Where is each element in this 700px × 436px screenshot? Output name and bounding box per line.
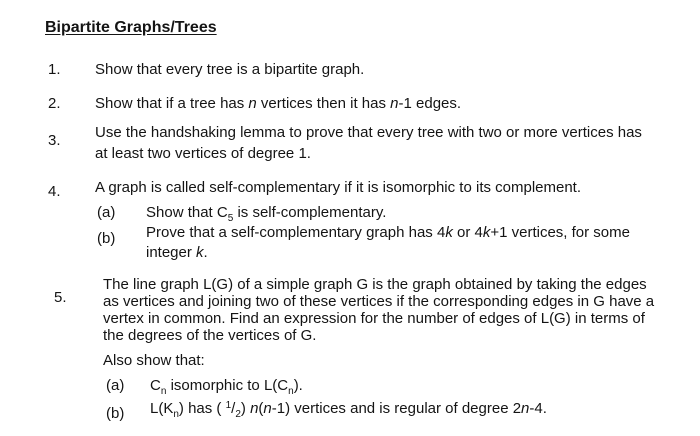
question-4-intro: A graph is called self-complementary if it is isomorphic to its complement.	[95, 179, 582, 196]
question-3-number: 3.	[48, 132, 61, 149]
question-1-text: Show that every tree is a bipartite graph.	[95, 61, 365, 78]
question-4b-label: (b)	[97, 230, 116, 247]
question-5-line-1: The line graph L(G) of a simple graph G is the graph obtained by taking the edges	[103, 276, 647, 293]
question-3-line-2: at least two vertices of degree 1.	[95, 145, 311, 162]
question-4a-text: Show that $C_5$ is self-complementary.	[146, 204, 387, 224]
question-5-line-5: Also show that:	[103, 352, 205, 369]
question-5a-label: (a)	[106, 377, 125, 394]
question-5-line-4: the degrees of the vertices of G.	[103, 327, 317, 344]
question-2-number: 2.	[48, 95, 61, 112]
question-5-number: 5.	[54, 289, 67, 306]
question-5b-label: (b)	[106, 405, 125, 422]
question-2-text: Show that if a tree has n vertices then it has n-1 edges.	[95, 95, 462, 112]
question-5a-text: $C_n$ isomorphic to $L(C_n)$.	[150, 377, 303, 397]
question-4a-label: (a)	[97, 204, 116, 221]
question-4b-line-2: integer k.	[146, 244, 208, 261]
question-4-number: 4.	[48, 183, 61, 200]
question-5-line-2: as vertices and joining two of these vertices if the corresponding edges in G have a	[103, 293, 655, 310]
question-5b-text: $L(K_n)$ has ( $^1/_2$) n(n-1) vertices and is regular of degree 2n-4.	[150, 400, 547, 420]
question-1-number: 1.	[48, 61, 61, 78]
question-5-line-3: vertex in common. Find an expression for the number of edges of L(G) in terms of	[103, 310, 645, 327]
question-4b-line-1: Prove that a self-complementary graph has 4k or 4k+1 vertices, for some	[146, 224, 630, 241]
document-title: Bipartite Graphs/Trees	[45, 19, 217, 36]
question-3-line-1: Use the handshaking lemma to prove that every tree with two or more vertices has	[95, 124, 642, 141]
